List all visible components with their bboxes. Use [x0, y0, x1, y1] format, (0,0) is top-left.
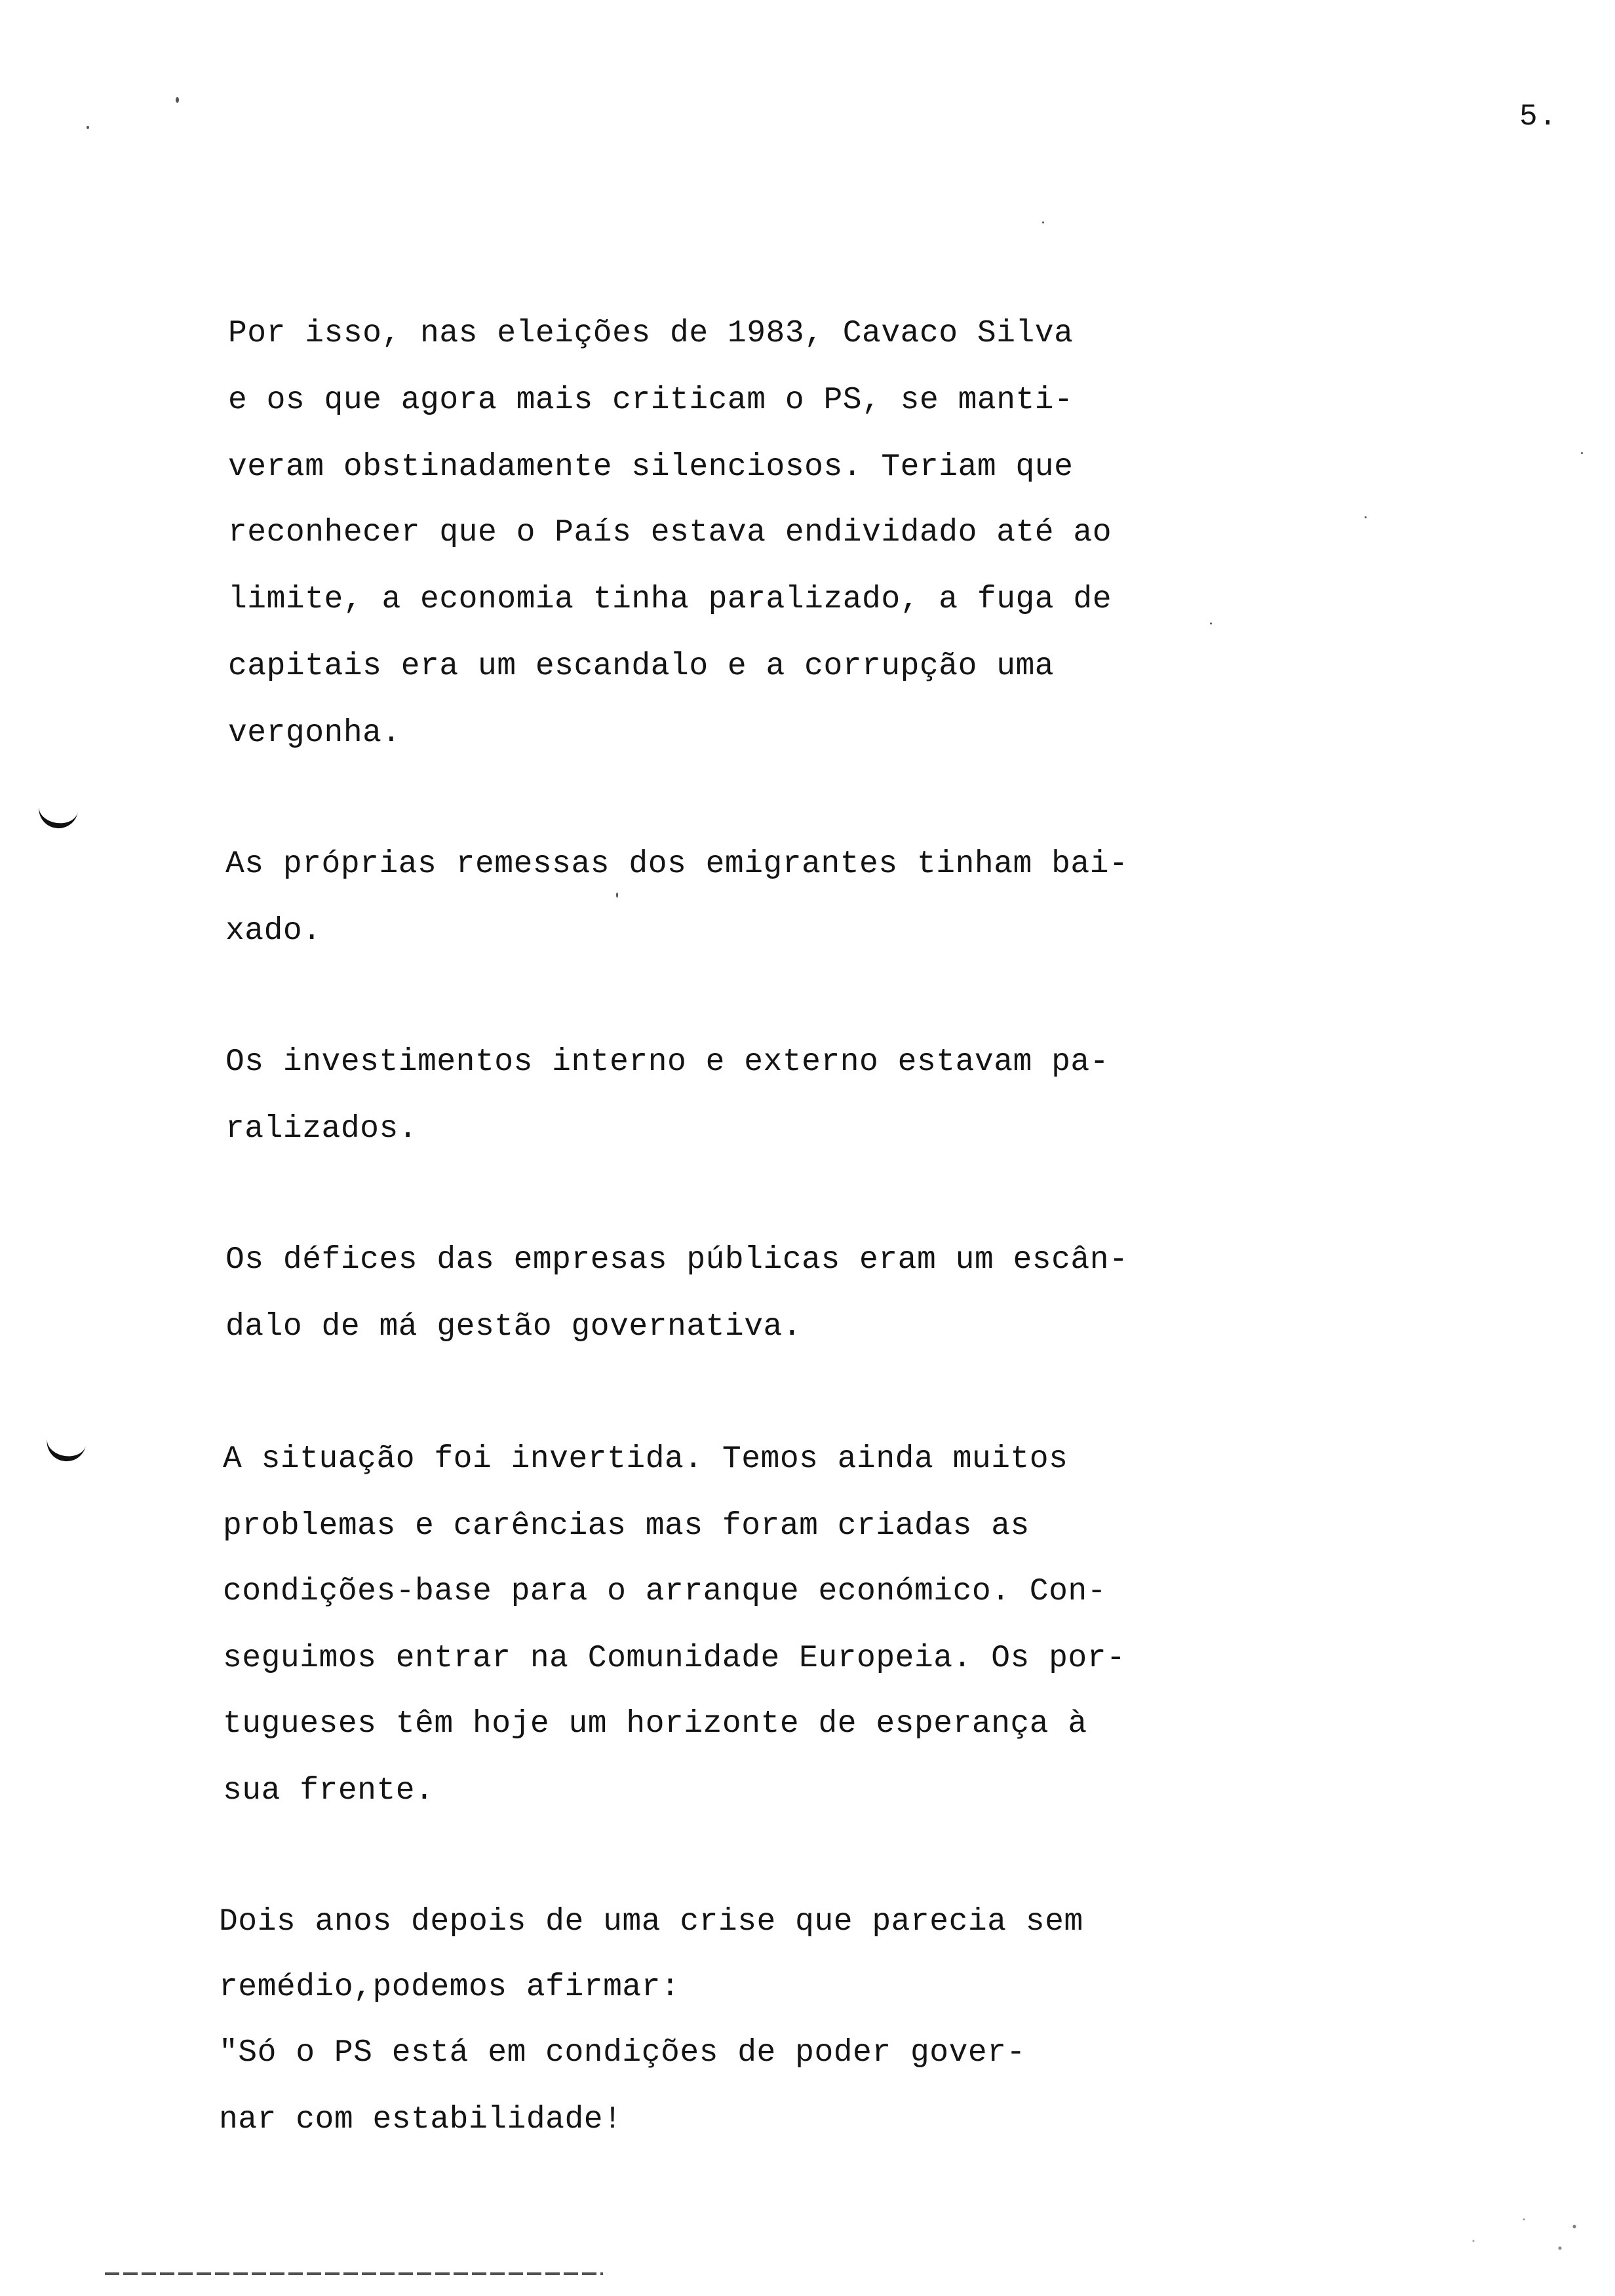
text-line: dalo de má gestão governativa. [225, 1309, 802, 1345]
text-line: tugueses têm hoje um horizonte de esperança à [223, 1706, 1087, 1742]
text-line: ralizados. [225, 1111, 418, 1147]
scan-speck [176, 97, 179, 103]
text-line: As próprias remessas dos emigrantes tinham bai- [225, 847, 1129, 882]
text-line: e os que agora mais criticam o PS, se manti- [228, 383, 1074, 418]
text-line: Dois anos depois de uma crise que parecia sem [219, 1904, 1083, 1940]
text-line: Por isso, nas eleições de 1983, Cavaco Silva [228, 316, 1074, 351]
text-line: veram obstinadamente silenciosos. Teriam que [228, 450, 1074, 485]
scan-speck [1581, 452, 1583, 454]
text-line: sua frente. [223, 1773, 435, 1808]
scan-speck [87, 126, 89, 129]
text-line: vergonha. [228, 716, 401, 751]
scan-edge-rule [105, 2272, 603, 2275]
scan-speck [1210, 622, 1212, 624]
scan-speck [1365, 516, 1367, 518]
text-line: "Só o PS está em condições de poder gover- [219, 2035, 1026, 2071]
scan-speck [616, 892, 618, 898]
text-line: capitais era um escandalo e a corrupção uma [228, 649, 1055, 684]
text-line: Os investimentos interno e externo estavam pa- [225, 1044, 1110, 1080]
text-line: seguimos entrar na Comunidade Europeia. Os por- [223, 1641, 1126, 1676]
margin-check-mark [44, 1430, 87, 1464]
text-line: remédio,podemos afirmar: [219, 1970, 680, 2005]
text-line: nar com estabilidade! [219, 2102, 623, 2137]
text-line: xado. [225, 913, 322, 949]
text-line: condições-base para o arranque económico. Con- [223, 1574, 1107, 1609]
text-line: A situação foi invertida. Temos ainda muitos [223, 1442, 1068, 1477]
scan-noise [1445, 2198, 1589, 2270]
page-number: 5. [1519, 100, 1559, 134]
margin-check-mark [36, 798, 79, 831]
text-line: problemas e carências mas foram criadas as [223, 1508, 1030, 1544]
scan-speck [1042, 221, 1044, 223]
text-line: Os défices das empresas públicas eram um escân- [225, 1242, 1129, 1278]
text-line: limite, a economia tinha paralizado, a fuga de [228, 582, 1112, 617]
text-line: reconhecer que o País estava endividado até ao [228, 515, 1112, 550]
